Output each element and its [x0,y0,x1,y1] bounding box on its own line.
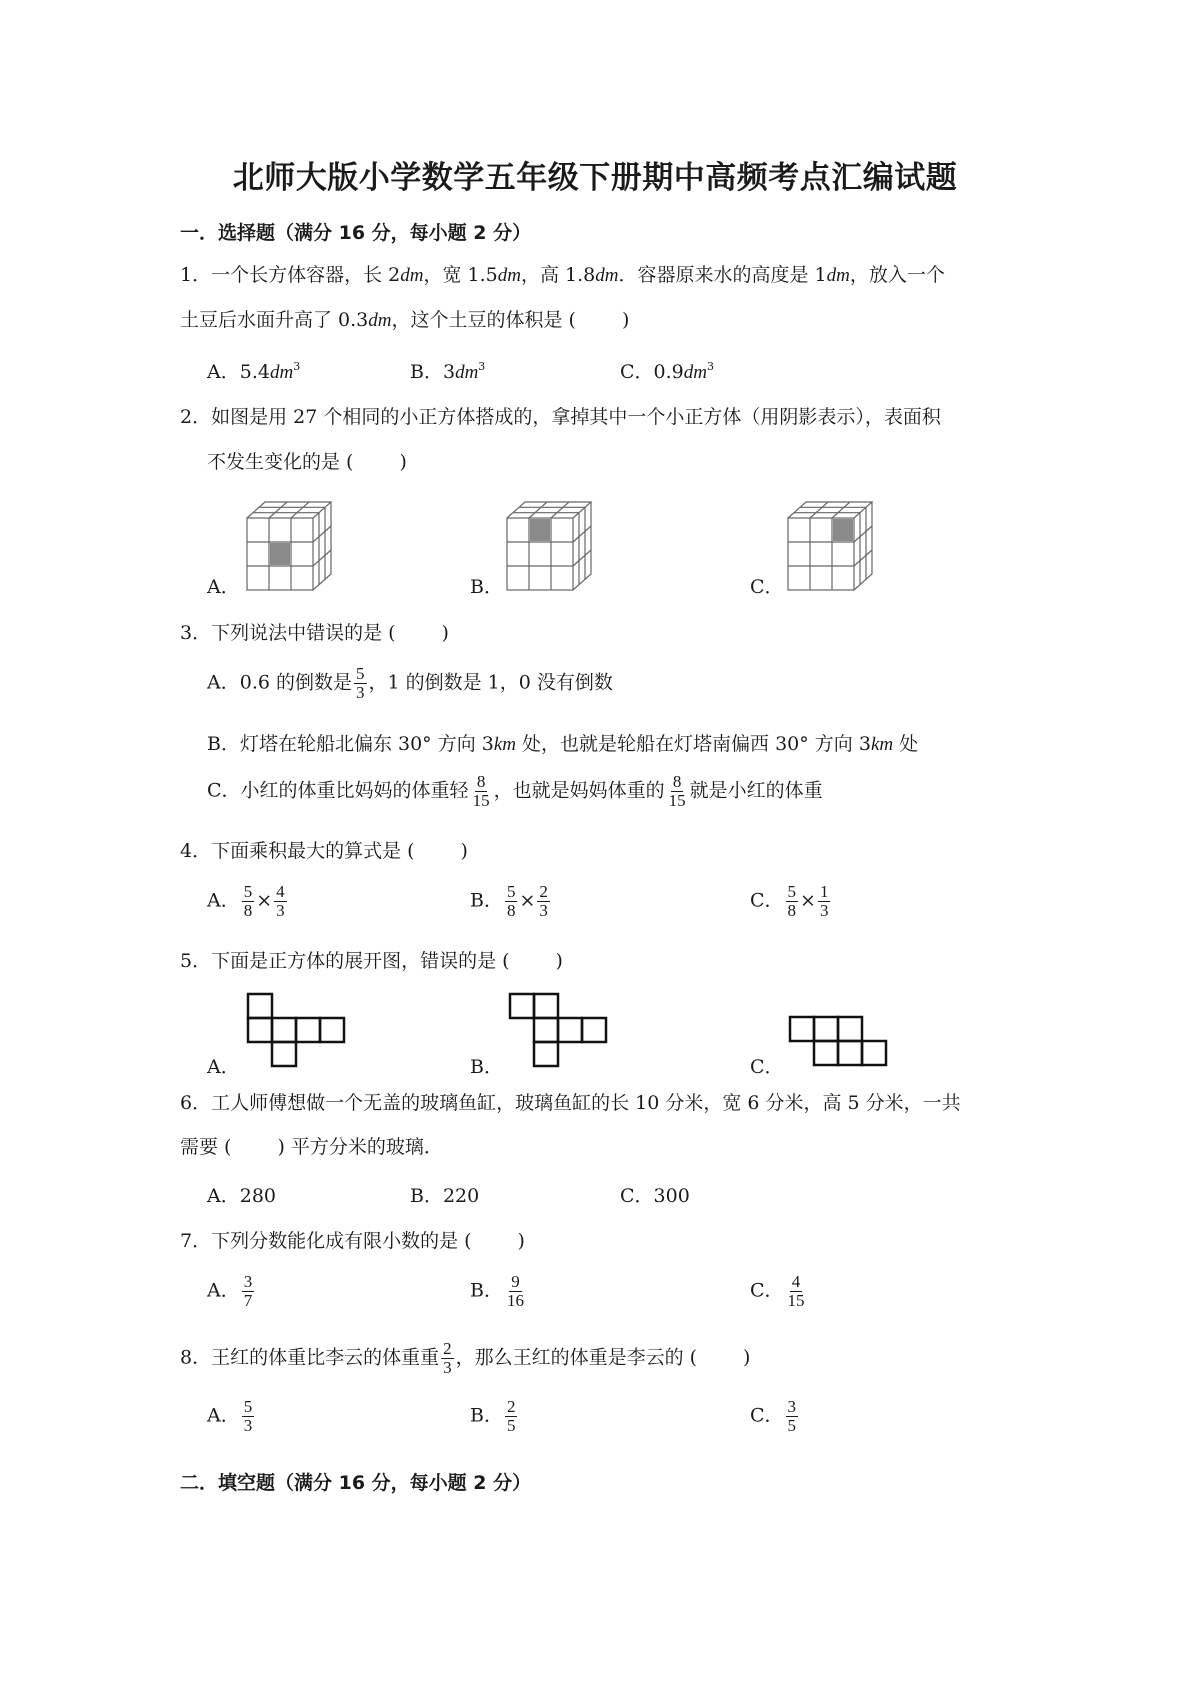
removed-cube-shade [530,519,550,541]
q4-option-c[interactable] [750,883,832,920]
option-text: 处，也就是轮船在灯塔南偏西 30° 方向 3 [516,733,871,755]
fraction-numerator: 2 [506,1397,516,1416]
fraction [505,883,518,920]
option-exponent: 3 [707,360,714,373]
q7-option-b[interactable] [470,1273,528,1310]
q8-text: ) [743,1346,751,1369]
option-value: 5.4 [239,361,270,383]
q2-text: ) [399,451,407,473]
fraction-numerator: 4 [276,882,285,901]
option-unit: dm [455,362,479,383]
option-text: 灯塔在轮船北偏东 30° 方向 3 [239,733,494,755]
option-text: 处 [893,733,919,755]
fraction-numerator: 5 [356,664,365,683]
fraction-numerator: 1 [819,882,829,901]
q6-text: 需要 ( [180,1136,232,1158]
option-letter: A． [207,1185,240,1207]
option-letter: B． [470,1279,503,1302]
option-letter: A． [207,1404,240,1427]
q7-text: ) [517,1230,525,1252]
fraction-denominator: 3 [276,900,285,920]
fraction-numerator: 5 [787,882,797,901]
q1-unit: dm [400,265,424,286]
option-letter: C． [207,779,241,802]
q5-text: 5．下面是正方体的展开图，错误的是 ( [180,950,510,972]
fraction [274,883,287,920]
fraction [242,1398,255,1435]
q1-text: ) [621,309,630,331]
fraction-numerator: 5 [243,882,253,901]
fraction-denominator: 8 [787,900,797,920]
option-letter: B． [470,889,503,912]
q4-text: 4．下面乘积最大的算式是 ( [180,840,415,862]
q5-option-c-letter[interactable]: C． [750,1056,784,1078]
q1-text: 1．一个长方体容器，长 2 [180,264,401,286]
fraction-numerator: 3 [787,1397,797,1416]
option-value: 300 [653,1185,690,1207]
fraction-denominator: 5 [787,1415,797,1435]
q2-option-b-letter[interactable]: B． [470,576,503,598]
q6-option-c[interactable] [620,1185,690,1208]
q1-unit: dm [595,265,619,286]
option-letter: C． [620,1185,654,1207]
option-value: 220 [442,1185,480,1207]
q5-option-b-net-figure[interactable] [508,992,612,1070]
fraction [354,665,367,702]
q2-option-c-cube-figure[interactable] [786,500,876,592]
option-letter: B． [410,1185,443,1207]
q3-text: 3．下列说法中错误的是 ( [180,622,396,644]
fraction-denominator: 15 [472,790,490,810]
q6-line1: 6．工人师傅想做一个无盖的玻璃鱼缸，玻璃鱼缸的长 10 分米，宽 6 分米，高 5 分米，一共 [180,1092,961,1114]
q6-option-b[interactable] [410,1185,479,1208]
q1-text: ．容器原来水的高度是 1 [618,264,827,286]
q2-text: 不发生变化的是 ( [207,451,354,473]
q8-option-c[interactable] [750,1398,800,1435]
q5-option-a-net-figure[interactable] [246,992,350,1070]
option-text: 小红的体重比妈妈的体重轻 [240,779,469,802]
fraction-numerator: 9 [511,1272,520,1291]
q2-line2 [207,451,407,474]
option-letter: A． [207,361,240,383]
option-letter: A． [207,671,240,694]
option-exponent: 3 [478,360,486,373]
option-letter: C． [750,1404,784,1427]
fraction [505,1398,518,1435]
fraction-denominator: 16 [506,1290,524,1310]
q2-option-b-cube-figure[interactable] [505,500,595,592]
q2-line1: 2．如图是用 27 个相同的小正方体搭成的，拿掉其中一个小正方体（用阴影表示），表面积 [180,406,941,428]
q4-stem [180,840,468,863]
fraction [537,883,550,920]
fraction-denominator: 3 [539,900,548,920]
fraction [505,1273,526,1310]
q7-option-a[interactable] [207,1273,256,1310]
q5-option-c-net-figure[interactable] [788,1015,892,1071]
q1-text: ，高 1.8 [520,264,596,286]
times-sign: × [519,889,536,912]
fraction [471,773,492,810]
q1-text: 土豆后水面升高了 0.3 [180,309,369,331]
removed-cube-shade [270,543,290,565]
q2-option-c-letter[interactable]: C． [750,576,784,598]
q2-option-a-letter[interactable]: A． [207,576,240,598]
fraction [667,773,688,810]
fraction-denominator: 5 [506,1415,516,1435]
option-exponent: 3 [293,360,301,373]
times-sign: × [256,889,273,912]
q1-unit: dm [368,310,392,331]
fraction-numerator: 2 [443,1339,452,1358]
option-text: 0.6 的倒数是 [239,671,352,694]
q4-option-b[interactable] [470,883,552,920]
fraction-numerator: 8 [476,772,486,791]
q2-option-a-cube-figure[interactable] [245,500,335,592]
q8-text: ，那么王红的体重是李云的 ( [455,1346,698,1369]
q8-stem [180,1340,750,1377]
fraction [242,883,255,920]
fraction-denominator: 3 [243,1415,253,1435]
q1-option-b[interactable] [410,360,485,385]
fraction-numerator: 4 [791,1272,801,1291]
option-letter: A． [207,889,240,912]
option-value: 280 [239,1185,276,1207]
q1-option-c[interactable] [620,360,714,385]
option-text: ，也就是妈妈体重的 [493,779,665,802]
option-letter: C． [750,1279,784,1302]
fraction [786,1398,799,1435]
fraction-denominator: 3 [356,682,365,702]
q6-option-a[interactable] [207,1185,276,1208]
option-letter: B． [207,733,240,755]
fraction [242,1273,255,1310]
q1-text: ，宽 1.5 [423,264,498,286]
fraction [441,1340,454,1377]
q6-text: ) 平方分米的玻璃． [277,1136,443,1158]
q5-option-a-letter[interactable]: A． [207,1056,240,1078]
q1-text: ，放入一个 [849,264,945,286]
option-value: 0.9 [653,361,684,383]
q6-line2 [180,1136,443,1159]
option-text: 就是小红的体重 [689,779,823,802]
q1-option-a[interactable] [207,360,300,385]
q4-text: ) [460,840,468,862]
option-letter: C． [750,889,784,912]
option-letter: B． [410,361,443,383]
fraction-denominator: 15 [787,1290,805,1310]
removed-cube-shade [833,519,853,541]
q1-text: ，这个土豆的体积是 ( [391,309,576,331]
q3-option-c[interactable] [207,773,823,810]
q1-line2 [180,309,629,333]
q3-option-a[interactable] [207,665,613,702]
q5-text: ) [555,950,563,972]
fraction-denominator: 7 [243,1290,253,1310]
fraction-numerator: 8 [672,772,682,791]
q7-option-c[interactable] [750,1273,809,1310]
q4-option-a[interactable] [207,883,289,920]
option-value: 3 [442,361,456,383]
q1-unit: dm [826,265,850,286]
fraction-numerator: 3 [243,1272,253,1291]
option-text: ，1 的倒数是 1，0 没有倒数 [368,671,613,694]
fraction-numerator: 2 [539,882,548,901]
fraction-denominator: 8 [506,900,516,920]
q3-text: ) [441,622,449,644]
fraction-denominator: 15 [668,790,686,810]
option-unit: km [870,734,894,755]
fraction [786,883,799,920]
q3-option-b[interactable] [207,733,918,757]
section-heading-fill-blank: 二．填空题（满分 16 分，每小题 2 分） [180,1472,532,1494]
q5-option-b-letter[interactable]: B． [470,1056,503,1078]
q5-stem [180,950,563,973]
q7-stem [180,1230,525,1253]
q8-option-b[interactable] [470,1398,519,1435]
fraction [818,883,831,920]
page-title: 北师大版小学数学五年级下册期中高频考点汇编试题 [232,160,958,196]
option-letter: C． [620,361,654,383]
q7-text: 7．下列分数能化成有限小数的是 ( [180,1230,472,1252]
option-unit: km [493,734,517,755]
fraction-numerator: 5 [243,1397,253,1416]
times-sign: × [800,889,816,912]
option-letter: B． [470,1404,503,1427]
option-unit: dm [683,362,707,383]
option-unit: dm [269,362,294,383]
section-heading-choice: 一．选择题（满分 16 分，每小题 2 分） [180,222,532,244]
q8-text: 8．王红的体重比李云的体重重 [180,1346,440,1369]
q1-line1 [180,264,945,288]
fraction-denominator: 3 [443,1357,452,1377]
q1-unit: dm [497,265,521,286]
fraction-denominator: 3 [819,900,829,920]
fraction [786,1273,807,1310]
q8-option-a[interactable] [207,1398,256,1435]
fraction-denominator: 8 [243,900,253,920]
q3-stem [180,622,449,645]
fraction-numerator: 5 [506,882,516,901]
option-letter: A． [207,1279,240,1302]
